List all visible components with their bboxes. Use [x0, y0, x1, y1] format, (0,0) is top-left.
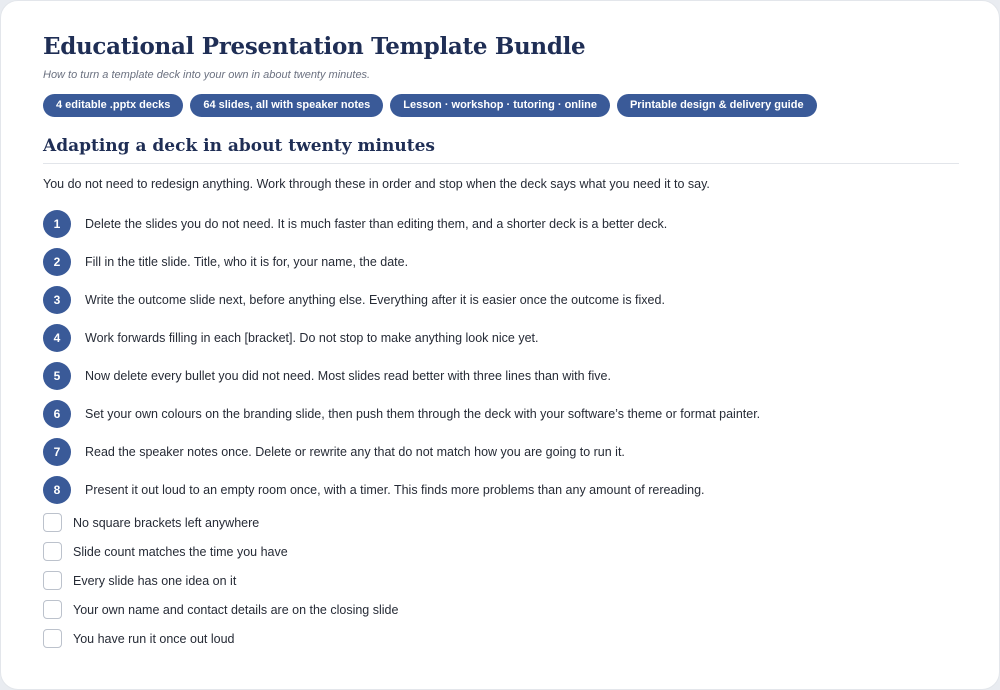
step-number: 2: [43, 248, 71, 276]
checkbox[interactable]: [43, 629, 62, 648]
step-item: [43, 471, 959, 509]
pill-slides: 64 slides, all with speaker notes: [190, 94, 383, 117]
feature-pills: [43, 94, 817, 117]
step-item: [43, 433, 959, 471]
step-text: Present it out loud to an empty room once, with a timer. This finds more problems than any amount of rereading.: [85, 483, 705, 497]
step-item: [43, 357, 959, 395]
section-divider: [43, 163, 959, 164]
checkbox[interactable]: [43, 571, 62, 590]
step-number: 5: [43, 362, 71, 390]
checklist-label: Slide count matches the time you have: [73, 544, 288, 559]
checklist-label: You have run it once out loud: [73, 631, 235, 646]
section-intro: You do not need to redesign anything. Work through these in order and stop when the deck says what you need it to say.: [43, 177, 710, 191]
checkbox[interactable]: [43, 513, 62, 532]
steps-list: [43, 205, 959, 509]
step-item: [43, 395, 959, 433]
pill-guide: Printable design & delivery guide: [617, 94, 817, 117]
checklist-label: Your own name and contact details are on the closing slide: [73, 602, 399, 617]
checklist-label: Every slide has one idea on it: [73, 573, 237, 588]
step-text: Fill in the title slide. Title, who it is for, your name, the date.: [85, 255, 409, 269]
checklist-item-slide-count[interactable]: [43, 537, 959, 566]
checklist-item-brackets[interactable]: [43, 508, 959, 537]
step-text: Set your own colours on the branding slide, then push them through the deck with your software’s theme or format painter.: [85, 407, 761, 421]
step-number: 4: [43, 324, 71, 352]
step-text: Read the speaker notes once. Delete or rewrite any that do not match how you are going to run it.: [85, 445, 625, 459]
pill-decks: 4 editable .pptx decks: [43, 94, 183, 117]
step-number: 7: [43, 438, 71, 466]
page-title: Educational Presentation Template Bundle: [43, 33, 586, 60]
checkbox[interactable]: [43, 600, 62, 619]
step-text: Now delete every bullet you did not need. Most slides read better with three lines than with five.: [85, 369, 611, 383]
step-number: 8: [43, 476, 71, 504]
step-text: Work forwards filling in each [bracket]. Do not stop to make anything look nice yet.: [85, 331, 539, 345]
checklist-item-one-idea[interactable]: [43, 566, 959, 595]
page-subtitle: How to turn a template deck into your own in about twenty minutes.: [43, 69, 371, 81]
checkbox[interactable]: [43, 542, 62, 561]
checklist-item-contact[interactable]: [43, 595, 959, 624]
step-text: Write the outcome slide next, before anything else. Everything after it is easier once the outcome is fixed.: [85, 293, 665, 307]
checklist-item-run-aloud[interactable]: [43, 624, 959, 653]
checklist: [43, 508, 959, 653]
pill-formats: Lesson · workshop · tutoring · online: [390, 94, 610, 117]
step-number: 1: [43, 210, 71, 238]
step-number: 6: [43, 400, 71, 428]
step-number: 3: [43, 286, 71, 314]
step-text: Delete the slides you do not need. It is much faster than editing them, and a shorter deck is a better deck.: [85, 217, 668, 231]
step-item: [43, 281, 959, 319]
step-item: [43, 243, 959, 281]
section-title: Adapting a deck in about twenty minutes: [43, 136, 435, 156]
step-item: [43, 205, 959, 243]
step-item: [43, 319, 959, 357]
checklist-label: No square brackets left anywhere: [73, 515, 260, 530]
